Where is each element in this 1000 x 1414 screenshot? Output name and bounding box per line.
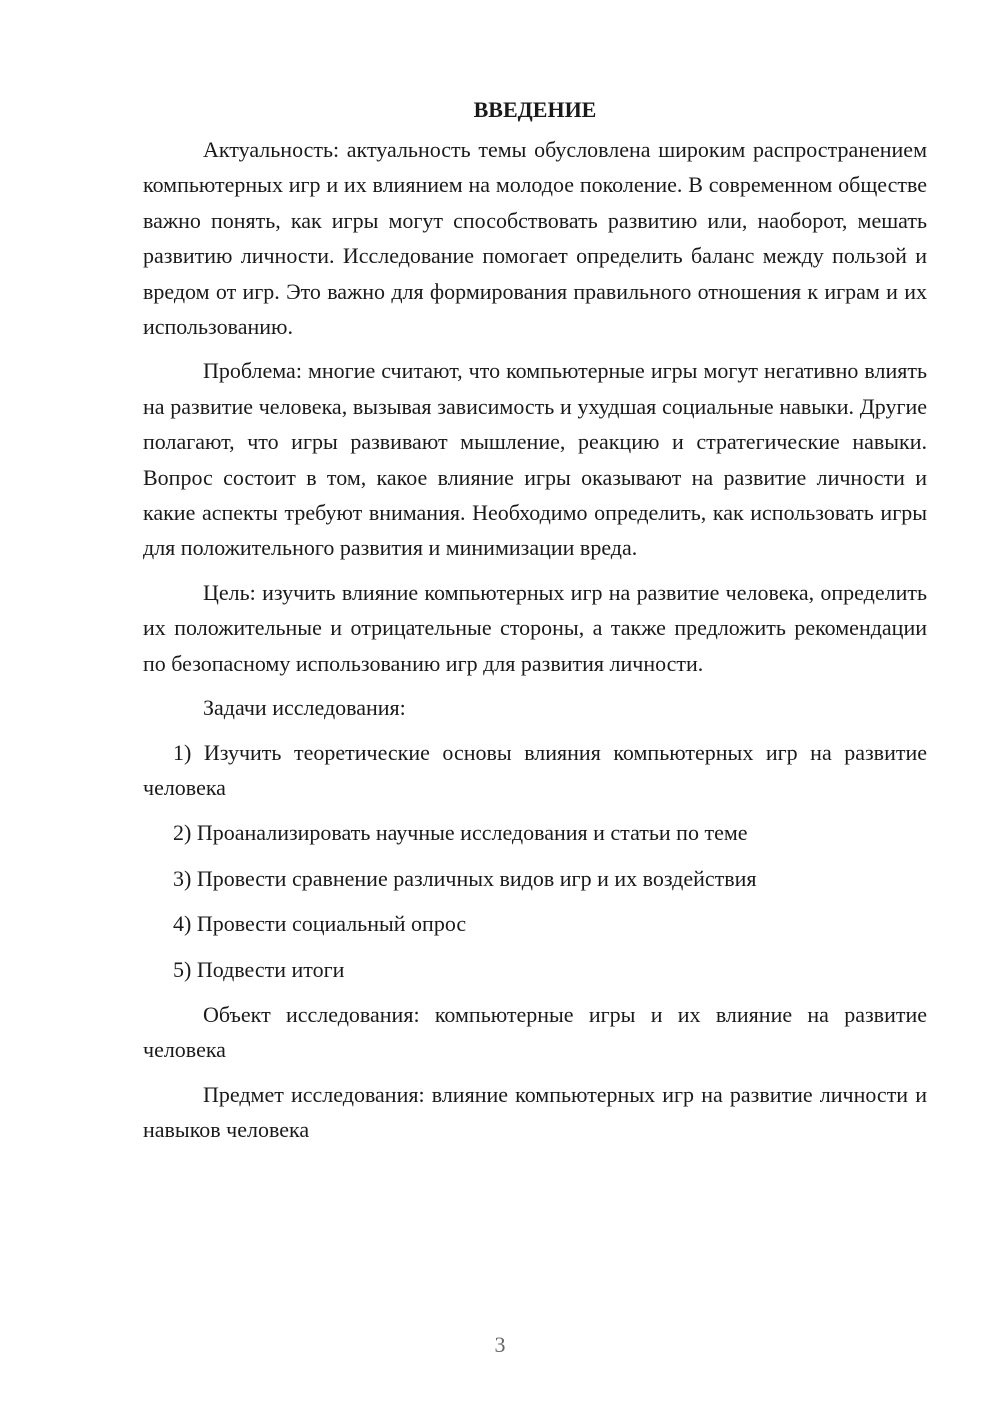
task-item: 2) Проанализировать научные исследования и статьи по теме <box>173 820 748 846</box>
goal-paragraph: Цель: изучить влияние компьютерных игр на развитие человека, определить их положительные и отрицательные стороны, а также предложить рекомендации по безопасному использованию игр для развития личности. <box>143 579 927 676</box>
task-item: 4) Провести социальный опрос <box>173 911 467 937</box>
relevance-paragraph: Актуальность: актуальность темы обусловлена широким распространением компьютерных игр и их влиянием на молодое поколение. В современном обществе важно понять, как игры могут способствовать развитию или, наоборот, мешать развитию личности. Исследование помогает определить баланс между пользой и вредом от игр. Это важно для формирования правильного отношения к играм и их использованию. <box>143 137 927 340</box>
subject-paragraph: Предмет исследования: влияние компьютерных игр на развитие личности и навыков человека <box>143 1081 927 1143</box>
document-page <box>143 92 927 1157</box>
page-title: ВВЕДЕНИЕ <box>473 97 597 122</box>
tasks-heading: Задачи исследования: <box>203 695 406 721</box>
task-item: 5) Подвести итоги <box>173 956 345 982</box>
page-number: 3 <box>494 1332 506 1357</box>
object-paragraph: Объект исследования: компьютерные игры и их влияние на развитие человека <box>143 1001 927 1063</box>
task-item: 1) Изучить теоретические основы влияния компьютерных игр на развитие человека <box>143 739 927 800</box>
problem-paragraph: Проблема: многие считают, что компьютерные игры могут негативно влиять на развитие человека, вызывая зависимость и ухудшая социальные навыки. Другие полагают, что игры развивают мышление, реакцию и стратегические навыки. Вопрос состоит в том, какое влияние игры оказывают на развитие личности и какие аспекты требуют внимания. Необходимо определить, как использовать игры для положительного развития и минимизации вреда. <box>143 358 927 561</box>
task-item: 3) Провести сравнение различных видов игр и их воздействия <box>173 865 757 891</box>
